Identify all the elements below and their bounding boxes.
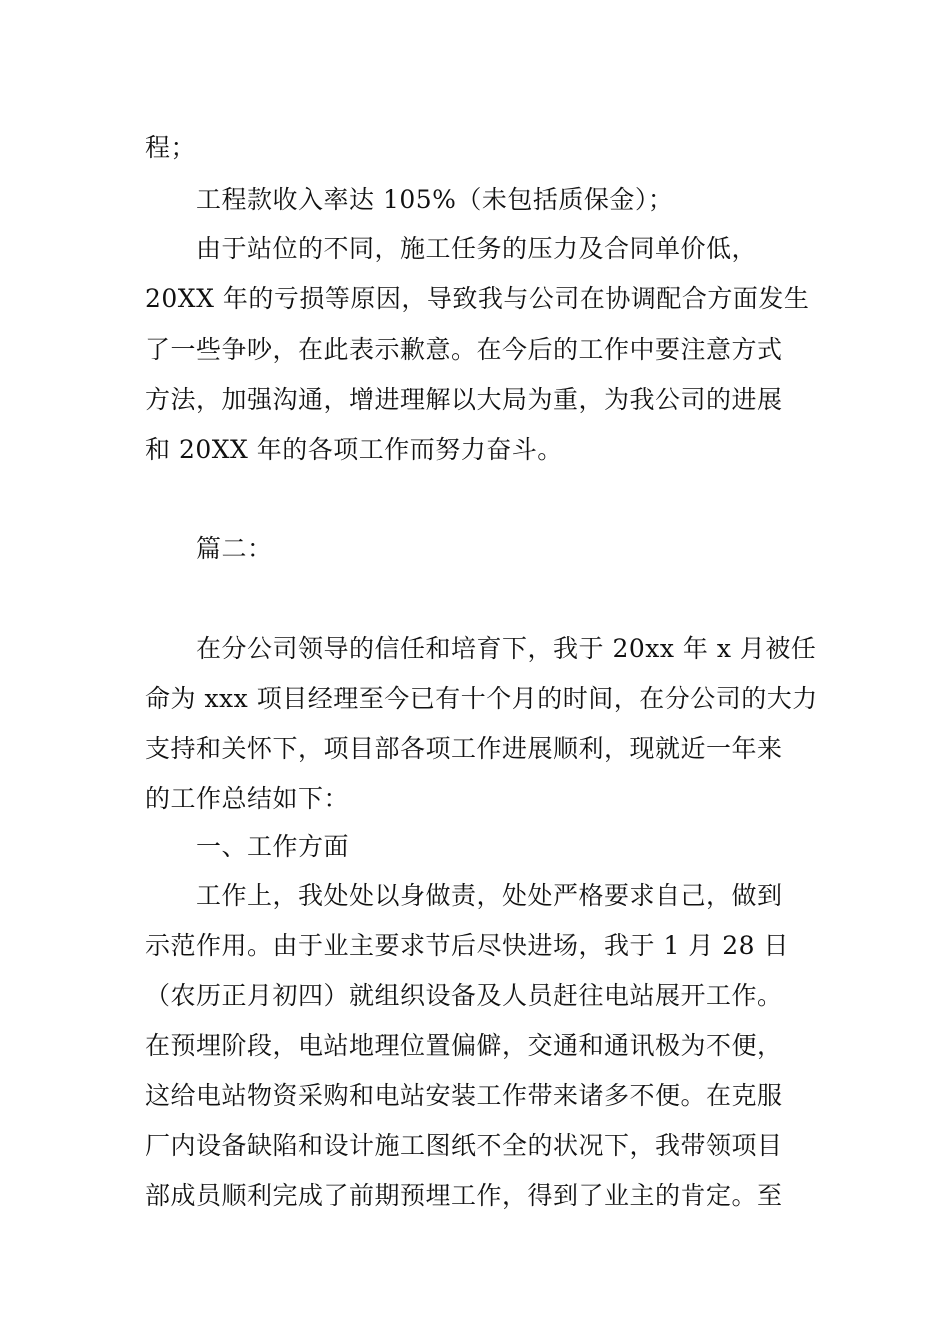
text-line: 和 20XX 年的各项工作而努力奋斗。 xyxy=(145,435,563,464)
text-line: 工程款收入率达 105%（未包括质保金）； xyxy=(196,185,674,214)
section-heading: 篇二： xyxy=(196,534,273,563)
text-line: 示范作用。由于业主要求节后尽快进场，我于 1 月 28 日 xyxy=(145,931,790,960)
text-line: 工作上，我处处以身做责，处处严格要求自己，做到 xyxy=(196,881,783,910)
text-line: 支持和关怀下，项目部各项工作进展顺利，现就近一年来 xyxy=(145,734,783,763)
text-line: 的工作总结如下： xyxy=(145,784,350,813)
text-line: 部成员顺利完成了前期预埋工作，得到了业主的肯定。至 xyxy=(145,1181,783,1210)
text-line: 程； xyxy=(145,133,197,162)
text-line: 在预埋阶段，电站地理位置偏僻，交通和通讯极为不便， xyxy=(145,1031,783,1060)
text-line: 在分公司领导的信任和培育下，我于 20xx 年 x 月被任 xyxy=(196,634,817,663)
text-line: 由于站位的不同，施工任务的压力及合同单价低， xyxy=(196,234,758,263)
text-line: 这给电站物资采购和电站安装工作带来诸多不便。在克服 xyxy=(145,1081,783,1110)
text-line: 命为 xxx 项目经理至今已有十个月的时间，在分公司的大力 xyxy=(145,684,818,713)
subsection-heading: 一、工作方面 xyxy=(196,832,350,861)
text-line: 20XX 年的亏损等原因，导致我与公司在协调配合方面发生 xyxy=(145,284,810,313)
text-line: 方法，加强沟通，增进理解以大局为重，为我公司的进展 xyxy=(145,385,783,414)
text-line: 厂内设备缺陷和设计施工图纸不全的状况下，我带领项目 xyxy=(145,1131,783,1160)
text-line: （农历正月初四）就组织设备及人员赶往电站展开工作。 xyxy=(145,981,783,1010)
text-line: 了一些争吵，在此表示歉意。在今后的工作中要注意方式 xyxy=(145,335,783,364)
